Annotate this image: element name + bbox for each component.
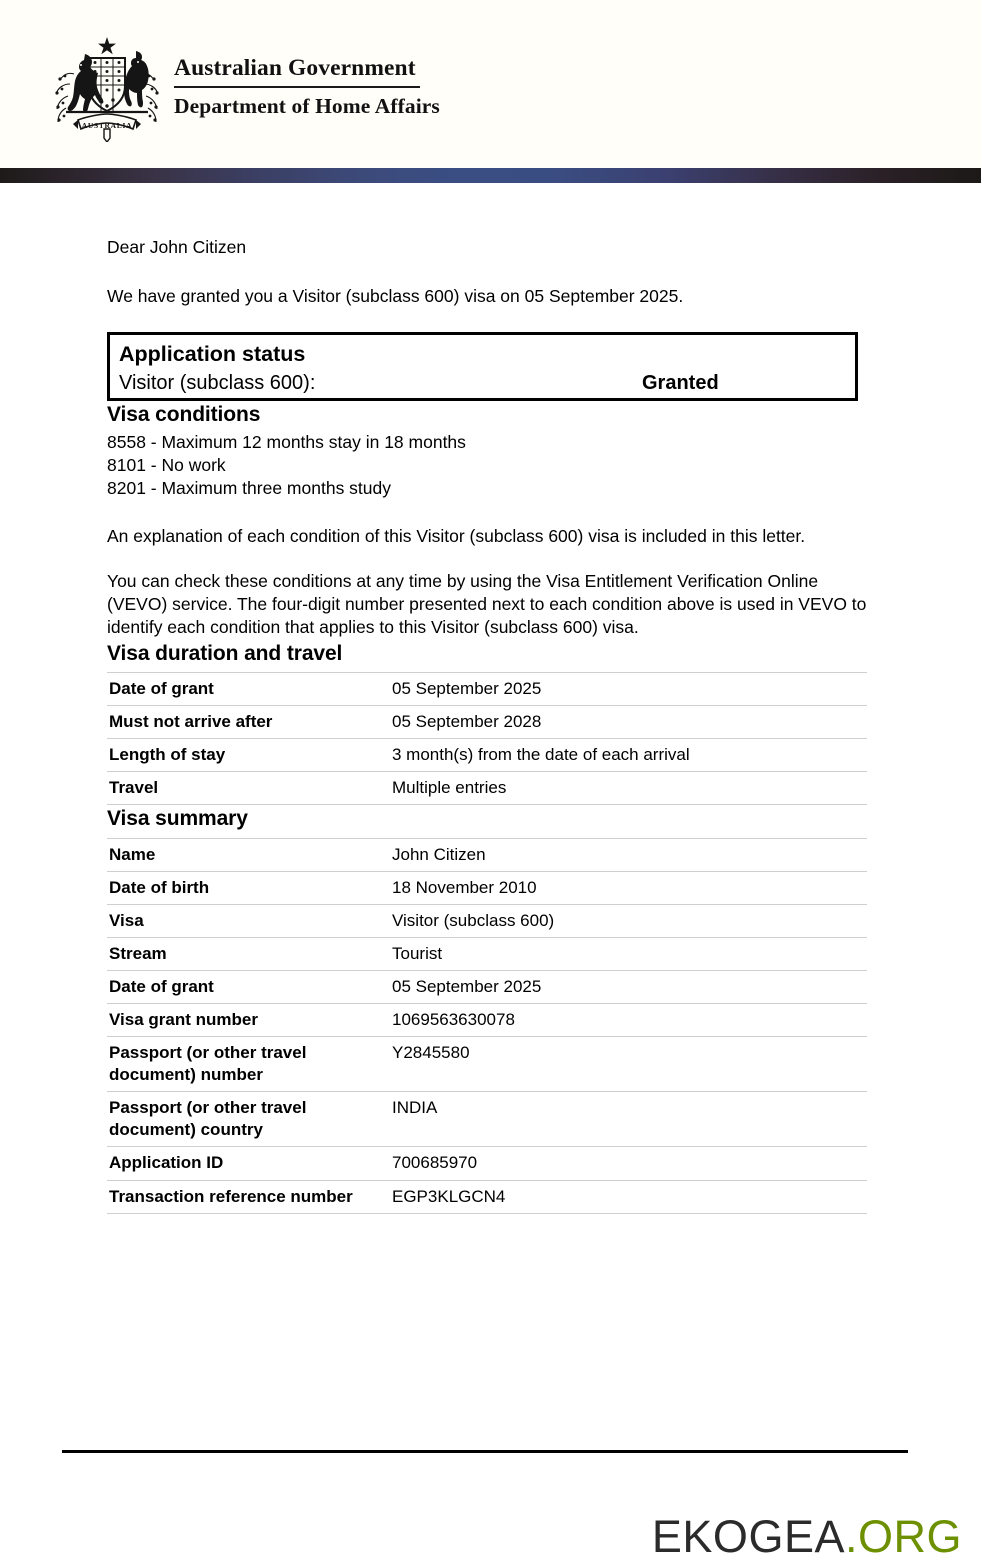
visa-conditions-list — [107, 431, 867, 499]
row-value: INDIA — [389, 1092, 867, 1147]
visa-condition-item: 8101 - No work — [107, 455, 226, 476]
row-label: Visa grant number — [107, 1003, 389, 1036]
row-value: Multiple entries — [389, 772, 867, 805]
government-line: Australian Government — [174, 55, 416, 81]
table-row — [107, 904, 867, 937]
row-label: Date of grant — [107, 970, 389, 1003]
table-row — [107, 937, 867, 970]
row-value: 05 September 2025 — [389, 672, 867, 705]
spacer — [107, 259, 867, 285]
row-label: Travel — [107, 772, 389, 805]
table-row — [107, 1180, 867, 1213]
visa-summary-heading: Visa summary — [107, 807, 248, 831]
vevo-paragraph: You can check these conditions at any time by using the Visa Entitlement Verification Online (VEVO) service. The four-digit number presented next to each condition above is used in VEVO to identify each condition that applies to this Visitor (subclass 600) visa. — [107, 571, 867, 638]
table-row — [107, 772, 867, 805]
table-row — [107, 970, 867, 1003]
row-label: Length of stay — [107, 739, 389, 772]
visa-condition-item: 8201 - Maximum three months study — [107, 477, 392, 498]
visa-summary-table — [107, 838, 867, 1214]
row-label: Date of grant — [107, 672, 389, 705]
application-status-row — [119, 371, 846, 396]
table-row — [107, 871, 867, 904]
table-row — [107, 705, 867, 738]
row-value: 05 September 2028 — [389, 705, 867, 738]
row-value: Tourist — [389, 937, 867, 970]
application-status-title: Application status — [119, 342, 306, 367]
visa-conditions-heading: Visa conditions — [107, 403, 261, 427]
header-gradient-band — [0, 168, 981, 183]
watermark-suffix: .ORG — [844, 1511, 962, 1562]
department-line: Department of Home Affairs — [174, 93, 440, 118]
footer-divider — [62, 1450, 908, 1453]
intro-paragraph: We have granted you a Visitor (subclass 600) visa on 05 September 2025. — [107, 286, 684, 307]
svg-text:AUSTRALIA: AUSTRALIA — [81, 121, 133, 130]
spacer — [107, 499, 867, 525]
row-label: Stream — [107, 937, 389, 970]
table-row — [107, 739, 867, 772]
row-label: Passport (or other travel document) country — [107, 1092, 389, 1147]
row-value: Y2845580 — [389, 1037, 867, 1092]
row-label: Application ID — [107, 1147, 389, 1180]
salutation: Dear John Citizen — [107, 237, 247, 257]
table-row — [107, 1147, 867, 1180]
site-watermark — [651, 1511, 962, 1562]
row-label: Passport (or other travel document) number — [107, 1037, 389, 1092]
visa-condition-item: 8558 - Maximum 12 months stay in 18 months — [107, 432, 466, 453]
row-value: Visitor (subclass 600) — [389, 904, 867, 937]
row-value: 05 September 2025 — [389, 970, 867, 1003]
application-status-label: Visitor (subclass 600): — [119, 372, 316, 395]
row-label: Name — [107, 838, 389, 871]
visa-duration-table — [107, 672, 867, 805]
australian-coat-of-arms-icon — [44, 34, 170, 142]
letter-content — [107, 236, 867, 1214]
watermark-primary: EKOGEA — [651, 1511, 845, 1562]
table-row — [107, 838, 867, 871]
row-value: EGP3KLGCN4 — [389, 1180, 867, 1213]
row-label: Transaction reference number — [107, 1180, 389, 1213]
wordmark-divider — [174, 86, 420, 88]
masthead — [0, 0, 981, 168]
table-row — [107, 1003, 867, 1036]
row-value: John Citizen — [389, 838, 867, 871]
table-row — [107, 1092, 867, 1147]
row-value: 700685970 — [389, 1147, 867, 1180]
application-status-box — [107, 332, 858, 401]
row-value: 18 November 2010 — [389, 871, 867, 904]
row-label: Visa — [107, 904, 389, 937]
conditions-explanation: An explanation of each condition of this Visitor (subclass 600) visa is included in this letter. — [107, 526, 806, 547]
application-status-value: Granted — [642, 372, 719, 395]
row-value: 3 month(s) from the date of each arrival — [389, 739, 867, 772]
table-row — [107, 672, 867, 705]
spacer — [107, 548, 867, 570]
row-value: 1069563630078 — [389, 1003, 867, 1036]
visa-duration-heading: Visa duration and travel — [107, 641, 343, 665]
row-label: Must not arrive after — [107, 705, 389, 738]
wordmark — [174, 55, 440, 118]
row-label: Date of birth — [107, 871, 389, 904]
table-row — [107, 1037, 867, 1092]
